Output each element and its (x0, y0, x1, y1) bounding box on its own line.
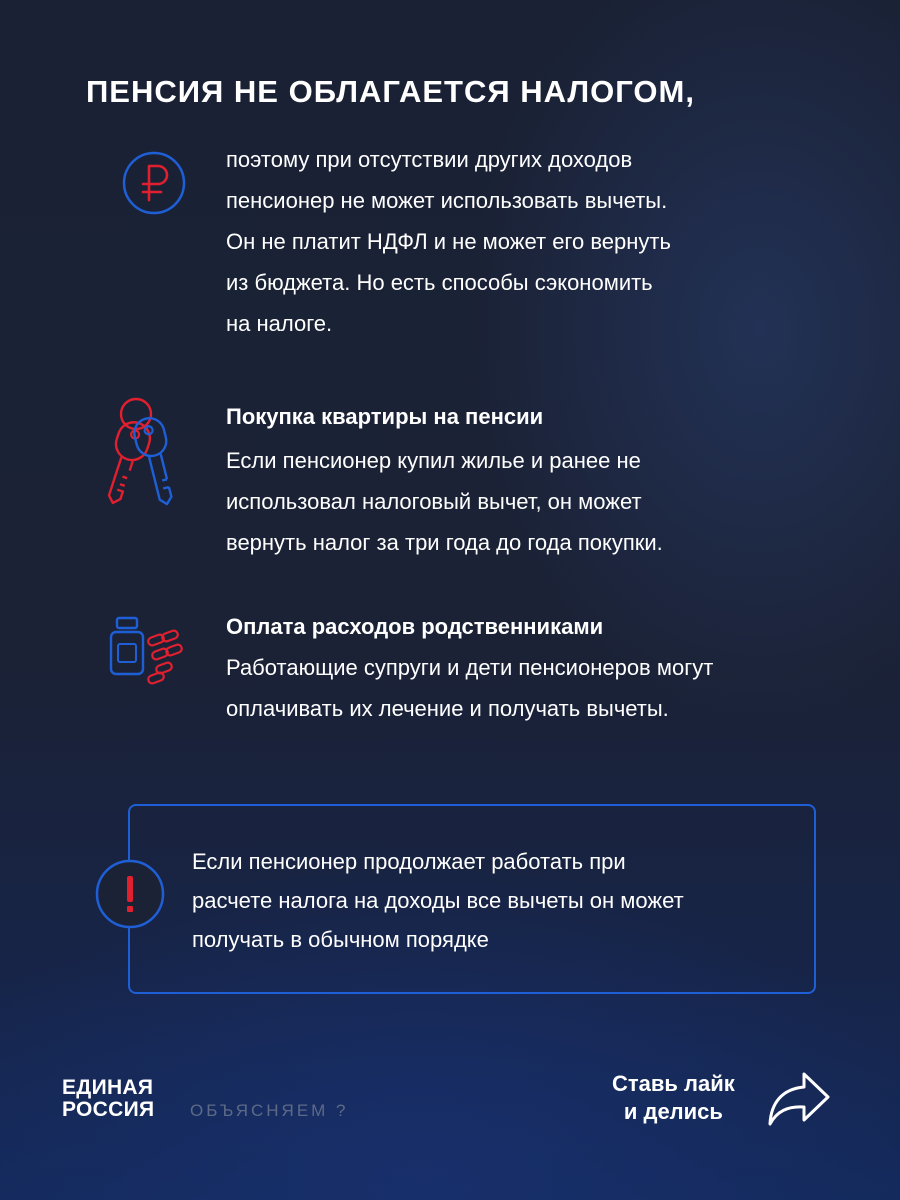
cta-line: Ставь лайк (612, 1071, 735, 1096)
party-logo (62, 1077, 154, 1121)
logo-line: РОССИЯ (62, 1098, 155, 1121)
intro-text (226, 139, 671, 344)
section-line: использовал налоговый вычет, он может (226, 489, 642, 514)
intro-line: Он не платит НДФЛ и не может его вернуть (226, 229, 671, 254)
section-line: Если пенсионер купил жилье и ранее не (226, 448, 641, 473)
section-heading: Покупка квартиры на пенсии (226, 404, 544, 429)
section-text (226, 647, 713, 729)
cta-line: и делись (623, 1099, 723, 1124)
share-arrow-icon[interactable] (766, 1070, 832, 1128)
intro-line: пенсионер не может использовать вычеты. (226, 188, 668, 213)
section-line: вернуть налог за три года до года покупки. (226, 530, 663, 555)
section-line: оплачивать их лечение и получать вычеты. (226, 696, 669, 721)
intro-line: из бюджета. Но есть способы сэкономить (226, 270, 653, 295)
intro-line: на налоге. (226, 311, 333, 336)
page-title: ПЕНСИЯ НЕ ОБЛАГАЕТСЯ НАЛОГОМ, (86, 74, 695, 109)
section-line: Работающие супруги и дети пенсионеров могут (226, 655, 714, 680)
notice-line: получать в обычном порядке (192, 927, 489, 952)
exclamation-icon (94, 858, 166, 930)
medicine-icon (108, 616, 188, 688)
notice-text (192, 842, 684, 959)
logo-line: ЕДИНАЯ (62, 1076, 154, 1099)
tagline: ОБЪЯСНЯЕМ ? (190, 1101, 349, 1120)
section-text (226, 440, 663, 563)
keys-icon (100, 396, 180, 514)
share-cta[interactable] (612, 1070, 735, 1126)
section-heading: Оплата расходов родственниками (226, 614, 604, 639)
notice-line: расчете налога на доходы все вычеты он может (192, 888, 684, 913)
intro-line: поэтому при отсутствии других доходов (226, 147, 633, 172)
notice-line: Если пенсионер продолжает работать при (192, 849, 626, 874)
ruble-icon (121, 150, 187, 216)
